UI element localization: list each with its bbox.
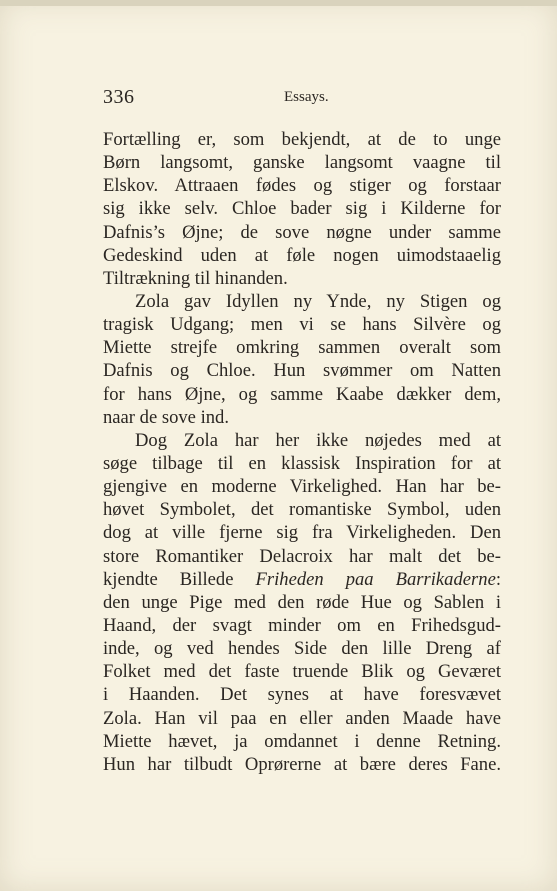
text-line: Tiltrækning til hinanden. — [103, 267, 288, 289]
text-line: søge tilbage til en klassisk Inspiration for at — [103, 452, 501, 474]
body-text — [103, 128, 501, 776]
text-line: Miette hævet, ja omdannet i denne Retning. — [103, 730, 501, 752]
painting-title: Friheden paa Barrikaderne — [255, 568, 496, 590]
text-line-with-title — [103, 568, 501, 591]
text-line: Dafnis og Chloe. Hun svømmer om Natten — [103, 360, 501, 382]
text-line: sig ikke selv. Chloe bader sig i Kilderne for — [103, 198, 501, 220]
text-line: Dog Zola har her ikke nøjedes med at — [135, 429, 501, 451]
page-number: 336 — [103, 86, 135, 108]
text-line: Zola gav Idyllen ny Ynde, ny Stigen og — [135, 290, 501, 312]
text-segment: : — [495, 568, 501, 590]
text-line: Miette strejfe omkring sammen overalt som — [103, 337, 501, 359]
text-line: for hans Øjne, og samme Kaabe dækker dem, — [103, 383, 501, 405]
text-line: dog at ville fjerne sig fra Virkeligheden. Den — [103, 522, 501, 544]
text-line: høvet Symbolet, det romantiske Symbol, uden — [103, 499, 501, 521]
text-line: store Romantiker Delacroix har malt det be- — [103, 545, 501, 567]
text-line: Elskov. Attraaen fødes og stiger og forstaar — [103, 175, 501, 197]
running-head: Essays. — [284, 89, 329, 105]
page-header — [103, 86, 501, 110]
text-line: Zola. Han vil paa en eller anden Maade have — [103, 707, 501, 729]
text-line: inde, og ved hendes Side den lille Dreng af — [103, 638, 501, 660]
text-segment: kjendte Billede — [103, 568, 256, 590]
text-line: i Haanden. Det synes at have foresvævet — [103, 684, 501, 706]
text-line: Hun har tilbudt Oprørerne at bære deres Fane. — [103, 753, 501, 775]
text-line: Gedeskind uden at føle nogen uimodstaaelig — [103, 244, 501, 266]
text-line: Dafnis’s Øjne; de sove nøgne under samme — [103, 221, 501, 243]
text-line: Fortælling er, som bekjendt, at de to unge — [103, 129, 501, 150]
text-line: naar de sove ind. — [103, 406, 229, 428]
text-line: gjengive en moderne Virkelighed. Han har be- — [103, 476, 501, 498]
page-top-edge — [0, 0, 557, 6]
text-line: Haand, der svagt minder om en Frihedsgud- — [103, 614, 501, 636]
text-line: den unge Pige med den røde Hue og Sablen i — [103, 591, 501, 613]
text-line: Folket med det faste truende Blik og Geværet — [103, 661, 501, 683]
text-line: Børn langsomt, ganske langsomt vaagne til — [103, 152, 501, 174]
text-line: tragisk Udgang; men vi se hans Silvère og — [103, 314, 501, 336]
